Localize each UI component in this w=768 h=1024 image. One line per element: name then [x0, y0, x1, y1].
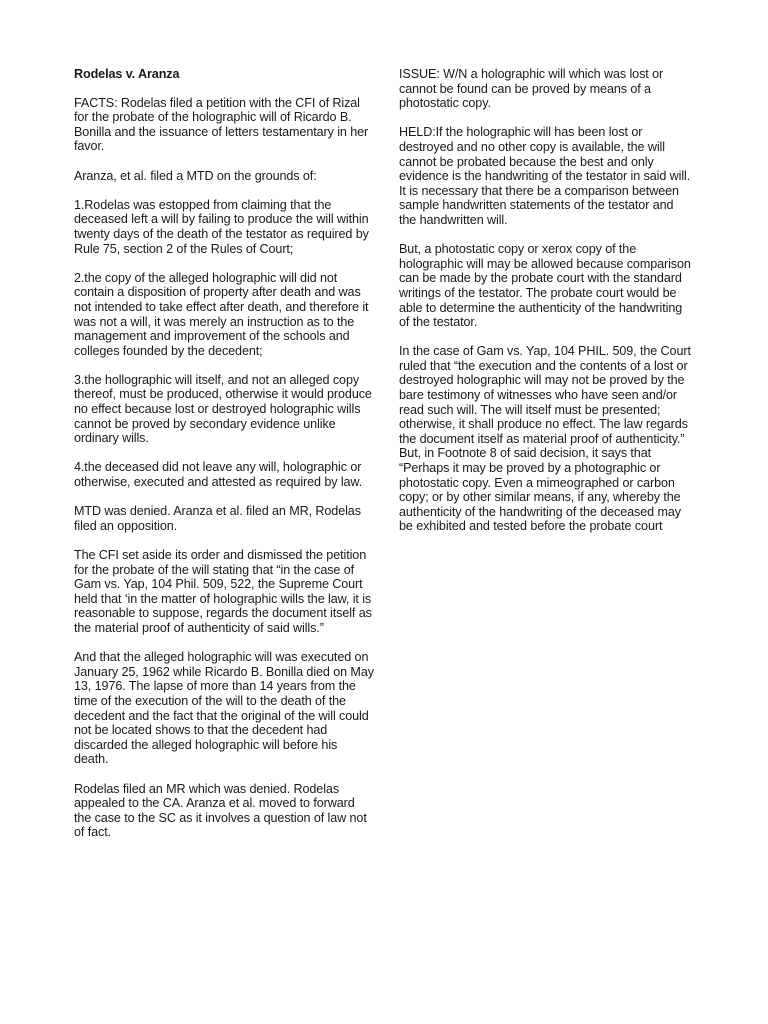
- issue-paragraph: ISSUE: W/N a holographic will which was lost or cannot be found can be proved by means of a photostatic copy.: [399, 67, 664, 111]
- gam-vs-yap-paragraph: In the case of Gam vs. Yap, 104 PHIL. 509, the Court ruled that “the execution and the contents of a lost or destroyed holographic will may not be proved by the bare testimony of witnesses who have seen and/or read such will. The will itself must be presented; otherwise, it shall produce no effect. The law regards the document itself as material proof of authenticity.” But, in Footnote 8 of said decision, it says that “Perhaps it may be proved by a photographic or photostatic copy. Even a mimeographed or carbon copy; or by other similar means, if any, whereby the authenticity of the handwriting of the deceased may be exhibited and tested before the probate court: [399, 344, 691, 534]
- will-dates-paragraph: And that the alleged holographic will was executed on January 25, 1962 while Ricardo B. Bonilla died on May 13, 1976. The lapse of more than 14 years from the time of the execution of the will to the death of the decedent and the fact that the original of the will could not be located shows to that the decedent had discarded the alleged holographic will before his death.: [74, 650, 374, 767]
- photostatic-copy-paragraph: But, a photostatic copy or xerox copy of the holographic will may be allowed because comparison can be made by the probate court with the standard writings of the testator. The probate court would be able to determine the authenticity of the handwriting of the testator.: [399, 242, 691, 330]
- held-paragraph: HELD:If the holographic will has been lost or destroyed and no other copy is available, the will cannot be probated because the best and only evidence is the handwriting of the testator in said will. It is necessary that there be a comparison between sample handwritten statements of the testator and the handwritten will.: [399, 125, 691, 227]
- left-column: [74, 67, 374, 854]
- ground-2-paragraph: 2.the copy of the alleged holographic will did not contain a disposition of property after death and was not intended to take effect after death, and therefore it was not a will, it was merely an instruction as to the management and improvement of the schools and colleges founded by the decedent;: [74, 270, 369, 358]
- ground-4-paragraph: 4.the deceased did not leave any will, holographic or otherwise, executed and attested as required by law.: [74, 460, 363, 490]
- cfi-dismissal-paragraph: The CFI set aside its order and dismissed the petition for the probate of the will stating that “in the case of Gam vs. Yap, 104 Phil. 509, 522, the Supreme Court held that ‘in the matter of holographic wills the law, it is reasonable to suppose, regards the document itself as the material proof of authenticity of said wills.”: [74, 548, 372, 635]
- ground-3-paragraph: 3.the hollographic will itself, and not an alleged copy thereof, must be produced, otherwise it would produce no effect because lost or destroyed holographic wills cannot be proved by secondary evidence unlike ordinary wills.: [74, 372, 372, 446]
- facts-paragraph: FACTS: Rodelas filed a petition with the CFI of Rizal for the probate of the holographic will of Ricardo B. Bonilla and the issuance of letters testamentary in her favor.: [74, 95, 369, 154]
- mtd-denied-paragraph: MTD was denied. Aranza et al. filed an MR, Rodelas filed an opposition.: [74, 504, 361, 533]
- mtd-intro-paragraph: Aranza, et al. filed a MTD on the grounds of:: [74, 168, 317, 183]
- appeal-paragraph: Rodelas filed an MR which was denied. Rodelas appealed to the CA. Aranza et al. moved to forward the case to the SC as it involves a question of law not of fact.: [74, 781, 367, 840]
- case-title: Rodelas v. Aranza: [74, 67, 180, 81]
- right-column: [399, 67, 694, 549]
- ground-1-paragraph: 1.Rodelas was estopped from claiming that the deceased left a will by failing to produce the will within twenty days of the death of the testator as required by Rule 75, section 2 of the Rules of Court;: [74, 197, 369, 256]
